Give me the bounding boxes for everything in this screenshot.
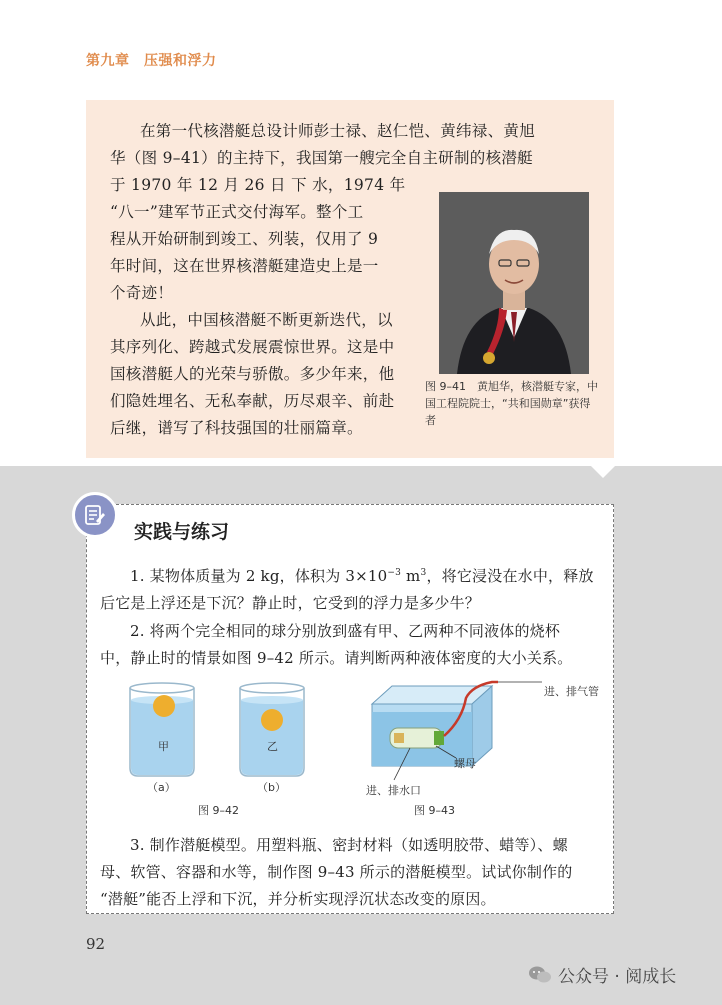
story-line: “八一”建军节正式交付海军。整个工 <box>110 203 364 221</box>
watermark-text: 公众号 · 阅成长 <box>558 967 677 987</box>
story-line: 国核潜艇人的光荣与骄傲。多少年来，他 <box>110 365 395 383</box>
story-line: 在第一代核潜艇总设计师彭士禄、赵仁恺、黄纬禄、黄旭 <box>140 122 536 140</box>
beaker-b-label: （b） <box>257 781 286 794</box>
notepad-pen-icon <box>83 503 107 527</box>
watermark <box>528 962 676 987</box>
chapter-title: 第九章 压强和浮力 <box>86 53 217 69</box>
wechat-icon <box>528 965 552 985</box>
liquid-a-label: 甲 <box>158 740 169 753</box>
beaker-a-label: （a） <box>147 781 176 794</box>
photo-caption: 图 9–41 黄旭华，核潜艇专家，中国工程院院士，“共和国勋章”获得者 <box>425 380 598 427</box>
story-line: 从此，中国核潜艇不断更新迭代，以 <box>140 311 393 329</box>
question-3-line-1: 3. 制作潜艇模型。用塑料瓶、密封材料（如透明胶带、蜡等）、螺 <box>130 836 568 854</box>
story-line: 们隐姓埋名、无私奉献，历尽艰辛、前赴 <box>110 392 395 410</box>
story-box <box>86 100 614 458</box>
story-line: 华（图 9–41）的主持下，我国第一艘完全自主研制的核潜艇 <box>110 149 533 167</box>
notch <box>591 466 615 478</box>
story-line: 其序列化、跨越式发展震惊世界。这是中 <box>110 338 395 356</box>
nut-label: 螺母 <box>454 757 476 770</box>
practice-title: 实践与练习 <box>134 521 230 543</box>
story-line: 于 1970 年 12 月 26 日 下 水，1974 年 <box>110 176 406 194</box>
figure-9-42-caption: 图 9–42 <box>198 804 239 817</box>
story-line: 程从开始研制到竣工、列装，仅用了 9 <box>110 230 379 248</box>
story-line: 个奇迹！ <box>110 284 174 302</box>
portrait-photo <box>439 192 589 374</box>
beakers-figure <box>122 676 322 786</box>
story-line: 年时间，这在世界核潜艇建造史上是一 <box>110 257 379 275</box>
question-1-line-1: 1. 某物体质量为 2 kg，体积为 $3\times 10^{-3}$ $m^3$，将它浸没在水中，释放 <box>130 567 594 585</box>
question-1-line-2: 后它是上浮还是下沉？静止时，它受到的浮力是多少牛？ <box>100 594 481 612</box>
question-2-line-2: 中，静止时的情景如图 9–42 所示。请判断两种液体密度的大小关系。 <box>100 649 573 667</box>
water-inlet-label: 进、排水口 <box>366 784 421 797</box>
liquid-b-label: 乙 <box>267 740 278 753</box>
question-3-line-3: “潜艇”能否上浮和下沉，并分析实现浮沉状态改变的原因。 <box>100 890 496 908</box>
story-line: 后继，谱写了科技强国的壮丽篇章。 <box>110 419 363 437</box>
exhaust-pipe-label: 进、排气管 <box>544 685 599 698</box>
question-2-line-1: 2. 将两个完全相同的球分别放到盛有甲、乙两种不同液体的烧杯 <box>130 622 561 640</box>
page-number: 92 <box>86 935 106 953</box>
figure-9-43-caption: 图 9–43 <box>414 804 455 817</box>
practice-badge <box>72 492 118 538</box>
question-3-line-2: 母、软管、容器和水等，制作图 9–43 所示的潜艇模型。试试你制作的 <box>100 863 573 881</box>
